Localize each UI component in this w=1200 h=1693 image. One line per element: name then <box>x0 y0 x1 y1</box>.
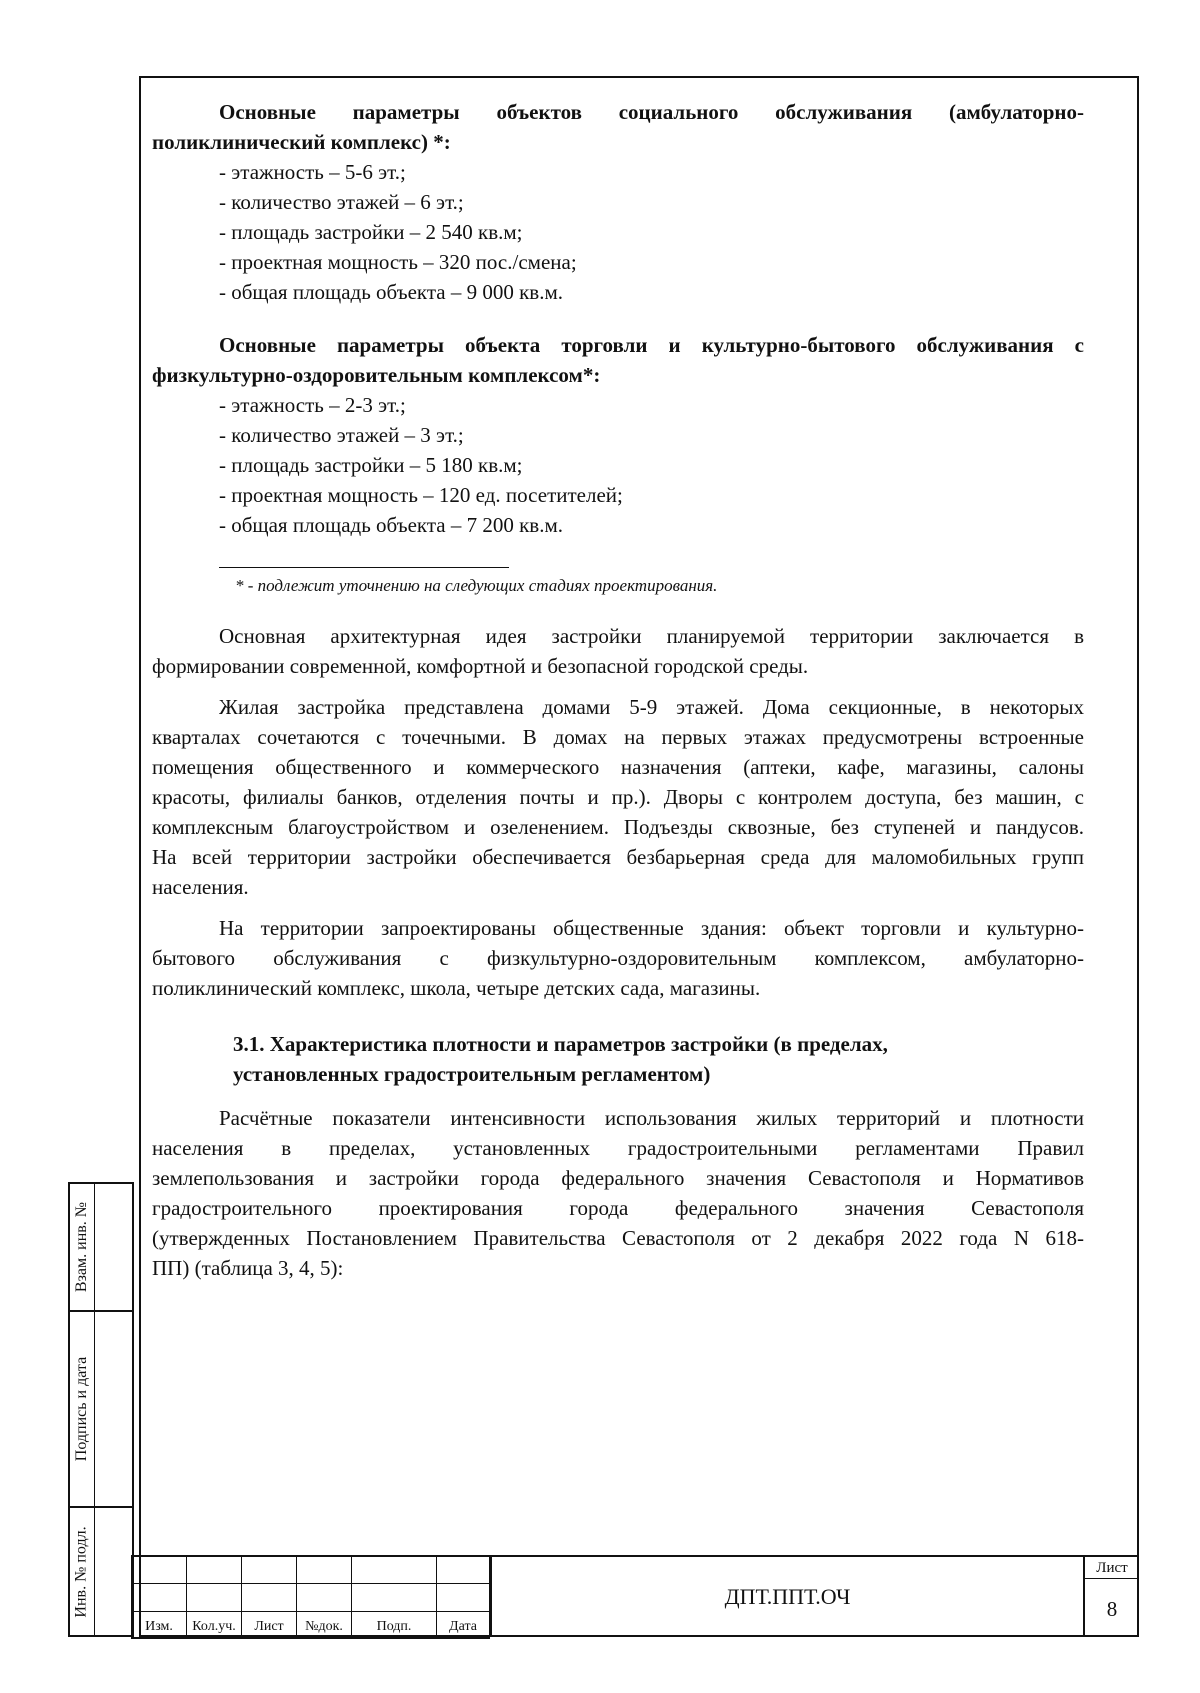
list-item: - проектная мощность – 320 пос./смена; <box>219 250 577 274</box>
label-ndok: №док. <box>305 1619 343 1634</box>
list-item: - проектная мощность – 120 ед. посетителей; <box>219 483 623 507</box>
list-item: - количество этажей – 6 эт.; <box>219 190 464 214</box>
grid-cell <box>242 1584 297 1612</box>
section-heading-3-1-line2: установленных градостроительным регламентом) <box>233 1062 711 1086</box>
grid-cell <box>187 1557 242 1584</box>
side-stamp-inv <box>68 1508 94 1637</box>
paragraph-line: красоты, филиалы банков, отделения почты и пр.). Дворы с контролем доступа, без машин, с <box>152 785 1084 809</box>
document-code: ДПТ.ППТ.ОЧ <box>490 1555 1083 1637</box>
grid-cell <box>131 1557 187 1584</box>
paragraph-line: помещения общественного и коммерческого назначения (аптеки, кафе, магазины, салоны <box>152 755 1084 779</box>
paragraph-line: землепользования и застройки города федерального значения Севастополя и Нормативов <box>152 1166 1084 1190</box>
label-podp: Подп. <box>376 1619 412 1634</box>
section-heading-3-1: 3.1. Характеристика плотности и параметров застройки (в пределах, <box>233 1032 888 1056</box>
label-data: Дата <box>449 1619 477 1634</box>
grid-cell <box>352 1557 437 1584</box>
grid-cell <box>437 1612 490 1639</box>
document-body <box>152 97 1084 1283</box>
paragraph-line: Жилая застройка представлена домами 5-9 этажей. Дома секционные, в некоторых <box>219 695 1084 719</box>
grid-cell <box>131 1584 187 1612</box>
list-item: - площадь застройки – 2 540 кв.м; <box>219 220 523 244</box>
paragraph-line: На всей территории застройки обеспечивается безбарьерная среда для маломобильных групп <box>152 845 1084 869</box>
side-stamp-inv-field <box>94 1506 134 1637</box>
paragraph-line: ПП) (таблица 3, 4, 5): <box>152 1256 344 1280</box>
grid-cell <box>242 1612 297 1639</box>
list-item: - площадь застройки – 5 180 кв.м; <box>219 453 523 477</box>
list-item: - общая площадь объекта – 7 200 кв.м. <box>219 513 563 537</box>
paragraph-line: бытового обслуживания с физкультурно-оздоровительным комплексом, амбулаторно- <box>152 946 1084 970</box>
section1-heading-line1: Основные параметры объектов социального обслуживания (амбулаторно- <box>219 100 1084 124</box>
paragraph-line: (утвержденных Постановлением Правительства Севастополя от 2 декабря 2022 года N 618- <box>152 1226 1084 1250</box>
side-stamp-vzam-field <box>94 1182 134 1312</box>
grid-cell <box>187 1584 242 1612</box>
grid-cell <box>297 1557 352 1584</box>
label-list: Лист <box>254 1619 284 1634</box>
grid-cell <box>187 1612 242 1639</box>
sheet-box <box>1083 1555 1139 1637</box>
paragraph-line: Расчётные показатели интенсивности использования жилых территорий и плотности <box>219 1106 1084 1130</box>
footnote: * - подлежит уточнению на следующих стадиях проектирования. <box>235 576 718 595</box>
side-stamp-podpis-field <box>94 1310 134 1508</box>
section1-heading-line2: поликлинический комплекс) *: <box>152 130 451 154</box>
grid-cell <box>131 1612 187 1639</box>
title-block <box>131 1555 1139 1637</box>
side-stamp-inv-label: Инв. № подл. <box>73 1525 91 1618</box>
side-stamp-vzam <box>68 1182 94 1312</box>
grid-cell <box>242 1557 297 1584</box>
paragraph-line: кварталах сочетаются с точечными. В домах на первых этажах предусмотрены встроенные <box>152 725 1084 749</box>
grid-cell <box>297 1584 352 1612</box>
sheet-label: Лист <box>1085 1557 1139 1579</box>
list-item: - этажность – 2-3 эт.; <box>219 393 406 417</box>
footnote-divider <box>219 567 509 568</box>
section2-heading-line1: Основные параметры объекта торговли и культурно-бытового обслуживания с <box>219 333 1084 357</box>
side-stamp-podpis-label: Подпись и дата <box>73 1356 90 1462</box>
label-izm: Изм. <box>145 1619 173 1634</box>
list-item: - количество этажей – 3 эт.; <box>219 423 464 447</box>
label-kol-uch: Кол.уч. <box>192 1619 236 1634</box>
grid-cell <box>352 1612 437 1639</box>
side-stamp-podpis <box>68 1312 94 1508</box>
list-item: - этажность – 5-6 эт.; <box>219 160 406 184</box>
paragraph-line: формировании современной, комфортной и безопасной городской среды. <box>152 654 809 678</box>
sheet-number: 8 <box>1106 1596 1118 1621</box>
grid-cell <box>352 1584 437 1612</box>
paragraph-line: населения. <box>152 875 249 899</box>
paragraph-line: комплексным благоустройством и озеленением. Подъезды сквозные, без ступеней и пандусов. <box>152 815 1084 839</box>
grid-cell <box>437 1584 490 1612</box>
side-stamp-vzam-label: Взам. инв. № <box>73 1201 91 1293</box>
paragraph-line: поликлинический комплекс, школа, четыре детских сада, магазины. <box>152 976 761 1000</box>
paragraph-line: населения в пределах, установленных градостроительными регламентами Правил <box>152 1136 1084 1160</box>
paragraph-line: На территории запроектированы общественные здания: объект торговли и культурно- <box>219 916 1084 940</box>
grid-cell <box>437 1557 490 1584</box>
grid-cell <box>297 1612 352 1639</box>
section2-heading-line2: физкультурно-оздоровительным комплексом*: <box>152 363 601 387</box>
paragraph-line: Основная архитектурная идея застройки планируемой территории заключается в <box>219 624 1084 648</box>
list-item: - общая площадь объекта – 9 000 кв.м. <box>219 280 563 304</box>
title-block-grid <box>131 1555 490 1639</box>
paragraph-line: градостроительного проектирования города федерального значения Севастополя <box>152 1196 1084 1220</box>
